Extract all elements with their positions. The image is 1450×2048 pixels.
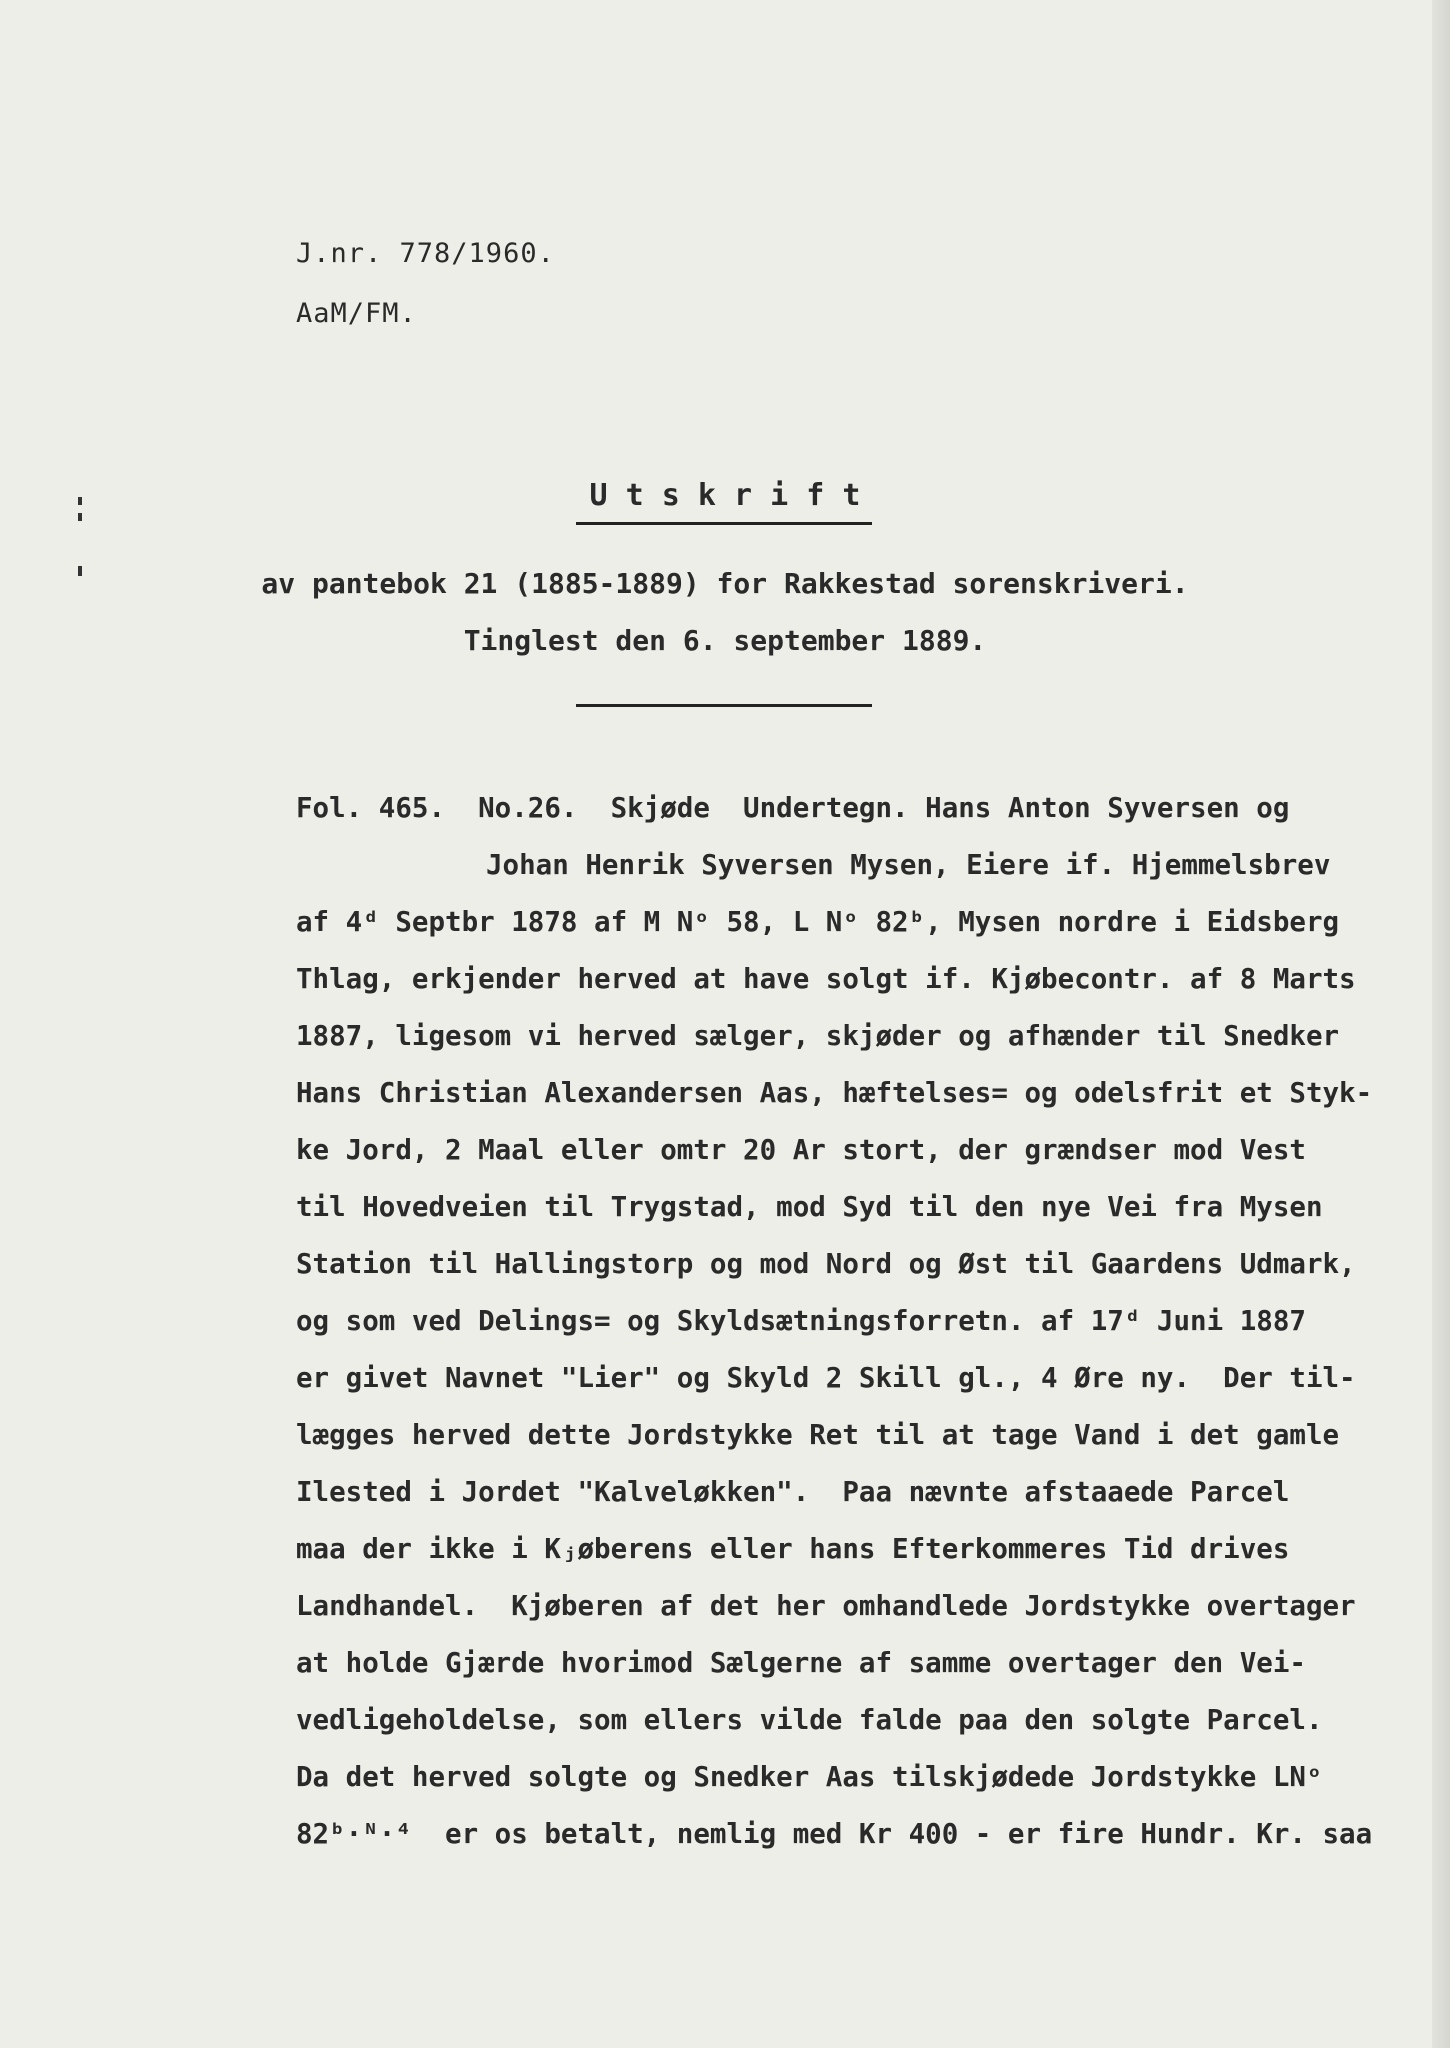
body-line: Da det herved solgte og Snedker Aas tilskjødede Jordstykke LNᵒ [296,1761,1323,1793]
body-line: maa der ikke i Kⱼøberens eller hans Efterkommeres Tid drives [296,1533,1290,1565]
body-line: af 4ᵈ Septbr 1878 af M Nᵒ 58, L Nᵒ 82ᵇ, Mysen nordre i Eidsberg [296,906,1340,938]
document-title [0,478,1450,513]
body-line: og som ved Delings= og Skyldsætningsforretn. af 17ᵈ Juni 1887 [296,1305,1306,1337]
body-line: lægges herved dette Jordstykke Ret til at tage Vand i det gamle [296,1419,1340,1451]
body-line: 82ᵇ·ᴺ·⁴ er os betalt, nemlig med Kr 400 - er fire Hundr. Kr. saa [296,1818,1373,1850]
margin-mark [78,513,82,521]
body-line: Landhandel. Kjøberen af det her omhandlede Jordstykke overtager [296,1590,1356,1622]
initials: AaM/FM. [296,298,417,329]
section-divider [576,704,872,707]
body-line: Hans Christian Alexandersen Aas, hæftelses= og odelsfrit et Styk- [296,1077,1373,1109]
body-line: Station til Hallingstorp og mod Nord og Øst til Gaardens Udmark, [296,1248,1356,1280]
body-line: Johan Henrik Syversen Mysen, Eiere if. Hjemmelsbrev [486,849,1331,881]
body-line: vedligeholdelse, som ellers vilde falde paa den solgte Parcel. [296,1704,1323,1736]
subtitle-line-1: av pantebok 21 (1885-1889) for Rakkestad sorenskriveri. [261,567,1189,600]
body-line: Thlag, erkjender herved at have solgt if. Kjøbecontr. af 8 Marts [296,963,1356,995]
journal-number: J.nr. 778/1960. [296,238,555,269]
body-line: til Hovedveien til Trygstad, mod Syd til den nye Vei fra Mysen [296,1191,1323,1223]
body-line: at holde Gjærde hvorimod Sælgerne af samme overtager den Vei- [296,1647,1306,1679]
body-line: 1887, ligesom vi herved sælger, skjøder og afhænder til Snedker [296,1020,1340,1052]
subtitle-line-2: Tinglest den 6. september 1889. [463,624,987,657]
body-line: Fol. 465. No.26. Skjøde Undertegn. Hans Anton Syversen og [296,792,1290,824]
document-title-text: U t s k r i f t [589,478,861,513]
body-line: ke Jord, 2 Maal eller omtr 20 Ar stort, der grændser mod Vest [296,1134,1306,1166]
body-line: Ilested i Jordet "Kalveløkken". Paa nævnte afstaaede Parcel [296,1476,1290,1508]
title-underline [576,522,872,525]
page-edge-shadow [1432,0,1450,2048]
body-line: er givet Navnet "Lier" og Skyld 2 Skill gl., 4 Øre ny. Der til- [296,1362,1356,1394]
